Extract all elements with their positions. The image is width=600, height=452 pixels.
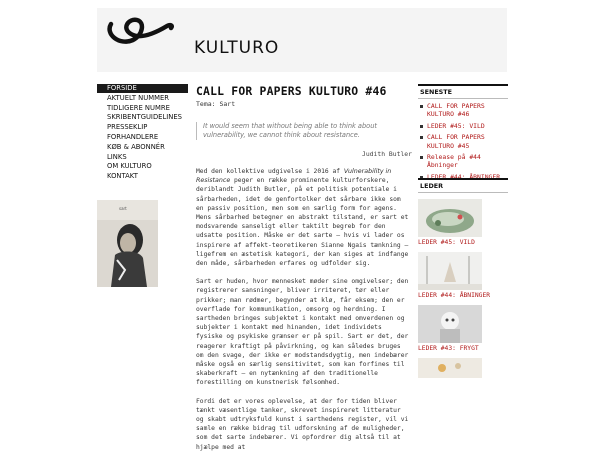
book-title: Vulnerability in Resistance: [196, 168, 392, 185]
leder-44-image: [418, 252, 482, 290]
leder-link[interactable]: LEDER #45: VILD: [418, 239, 475, 246]
site-header: [97, 8, 507, 72]
article-quote: It would seem that without being able to think about vulnerability, we cannot think about resistance.: [196, 122, 396, 140]
quote-author: Judith Butler: [361, 150, 412, 158]
recent-item[interactable]: CALL FOR PAPERS KULTURO #45: [418, 133, 508, 150]
logo-wordmark: KULTURO: [194, 38, 280, 58]
article-paragraph: [196, 167, 412, 268]
recent-title: SENESTE: [418, 84, 508, 99]
nav-item-forhandlere[interactable]: FORHANDLERE: [97, 133, 188, 143]
nav-item-tidligere-numre[interactable]: TIDLIGERE NUMRE: [97, 104, 188, 114]
logo-mark-icon: [101, 12, 185, 52]
recent-item[interactable]: CALL FOR PAPERS KULTURO #46: [418, 102, 508, 119]
paragraph-text-after: peger en række prominente kulturforskere, deriblandt Judith Butler, på et politisk potentiale i sårbarheden, idet de genfortolker det sårbare ikke som en passiv position, men som en særlig form for agens. Mens sårbarhed betegner en abstrakt tilstand, er sart et modsvarende sanseligt eller taktilt begreb for den udsatte position. Måske er det sarte – hvis vi lader os inspirere af affekt-teoretikeren Sianne Ngais tænkning – ligefrem en æstetisk kategori, der kan siges at indfange den måde, sårbarheden erfares og udfolder sig.: [196, 177, 409, 268]
leder-thumbnail[interactable]: [418, 358, 482, 378]
article-subtitle: Tema: Sart: [196, 100, 236, 108]
main-nav: [97, 84, 188, 182]
nav-item-kontakt[interactable]: KONTAKT: [97, 172, 188, 182]
nav-item-aktuelt-nummer[interactable]: AKTUELT NUMMER: [97, 94, 188, 104]
nav-item-skribentguidelines[interactable]: SKRIBENTGUIDELINES: [97, 113, 188, 123]
leder-older-image: [418, 358, 482, 378]
svg-text:sart: sart: [119, 206, 127, 211]
article-paragraph: Fordi det er vores oplevelse, at der for tiden bliver tænkt væsentlige tanker, skrevet inspireret litteratur og skabt udtryksfuld kunst i sarthedens register, vil vi samle en række bidrag til udforskning af de muligheder, som det sarte indebærer. Vi opfordrer dig altså til at hjælpe med at: [196, 397, 409, 451]
leder-thumbnail[interactable]: [418, 252, 482, 290]
nav-item-koeb-abonner[interactable]: KØB & ABONNÉR: [97, 143, 188, 153]
magazine-cover-image[interactable]: [97, 200, 158, 287]
leder-link[interactable]: LEDER #44: ÅBNINGER: [418, 292, 491, 299]
leder-title: LEDER: [418, 178, 508, 193]
sidebar-recent: [418, 84, 508, 181]
article-paragraph: Sart er huden, hvor mennesket møder sine omgivelser; den registrerer sansninger, bliver irriteret, tør eller prikker; man rødmer, begynder at klø, får eksem; den er overflade for kommunikation, omsorg og herdning. I sartheden bringes subjektet i kontakt med omverdenen og subjekter i kontakt med hinanden, idet individets fysiske og psykiske grænser er på spil. Sart er det, der reagerer kraftigt på påvirkning, og kan således bruges om den svage, der ikke er modstandsdygtig, men indebærer måske også en særlig sensitivitet, som kan forfines til skaberkraft – en nytænkning af den traditionelle forestilling om kunstnerisk følsomhed.: [196, 278, 409, 387]
leder-thumbnail[interactable]: [418, 199, 482, 237]
leder-link[interactable]: LEDER #43: FRYGT: [418, 345, 479, 352]
recent-item[interactable]: LEDER #44: ÅBNINGER: [418, 173, 508, 181]
cover-illustration: [97, 200, 158, 287]
nav-item-presseklip[interactable]: PRESSEKLIP: [97, 123, 188, 133]
nav-item-links[interactable]: LINKS: [97, 153, 188, 163]
recent-item[interactable]: LEDER #45: VILD: [418, 122, 508, 130]
paragraph-text-before: Med den kollektive udgivelse i 2016 af: [196, 168, 344, 175]
recent-item[interactable]: Release på #44 Åbninger: [418, 153, 508, 170]
nav-item-forside[interactable]: FORSIDE: [97, 84, 188, 94]
leder-45-image: [418, 199, 482, 237]
sidebar-leder: [418, 178, 508, 378]
leder-43-image: [418, 305, 482, 343]
article-title[interactable]: CALL FOR PAPERS KULTURO #46: [196, 84, 387, 98]
leder-thumbnail[interactable]: [418, 305, 482, 343]
nav-item-om-kulturo[interactable]: OM KULTURO: [97, 162, 188, 172]
article: [196, 84, 412, 452]
